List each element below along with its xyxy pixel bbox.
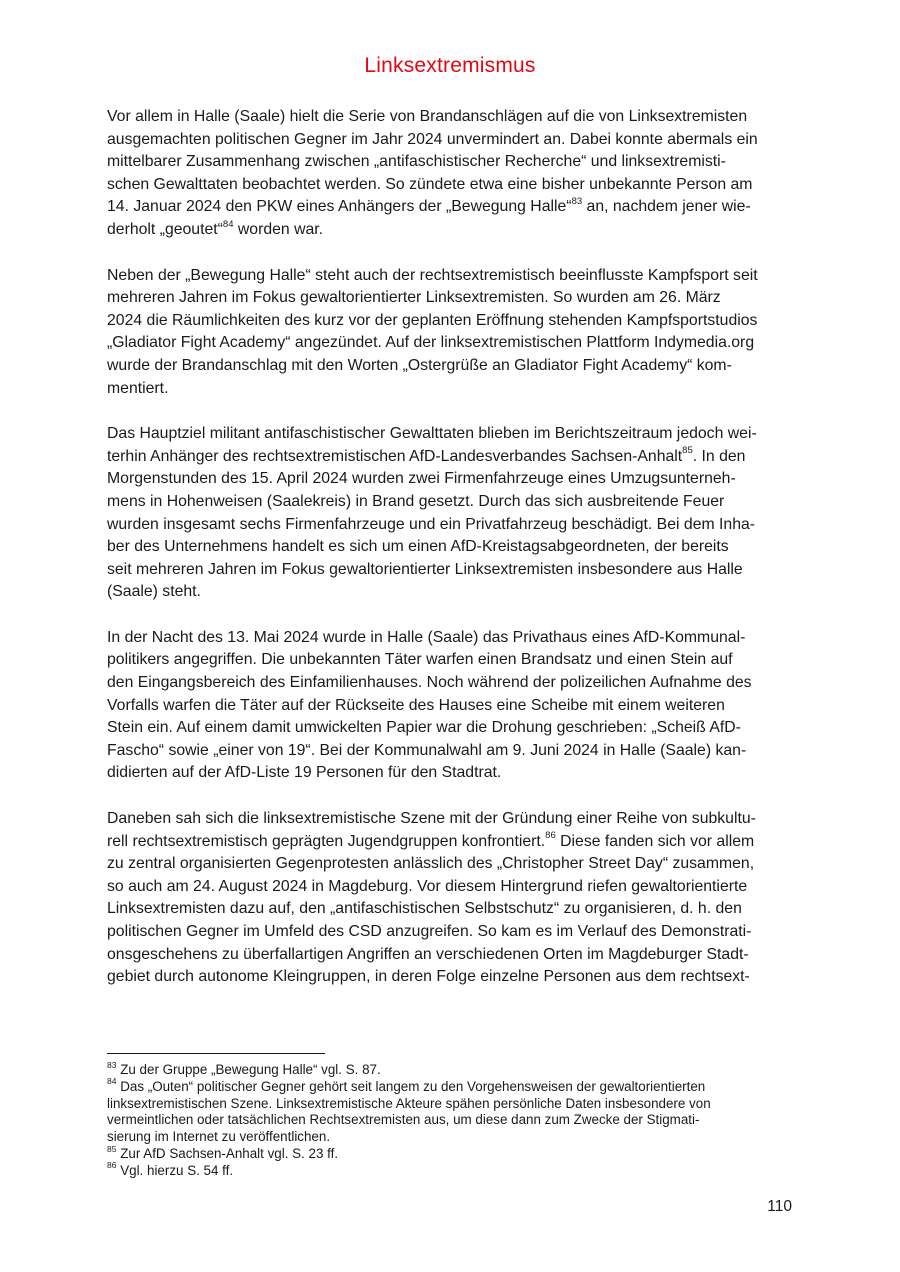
footnote-ref-86[interactable]: 86 — [545, 830, 556, 842]
footnote-text: sierung im Internet zu veröffentlichen. — [107, 1129, 331, 1145]
text-line: schen Gewalttaten beobachtet werden. So zündete etwa eine bisher unbekannte Person am — [107, 175, 753, 193]
text-line: onsgeschehens zu überfallartigen Angriffen an verschiedenen Orten im Magdeburger Stadt- — [107, 945, 749, 963]
text-line: so auch am 24. August 2024 in Magdeburg. Vor diesem Hintergrund riefen gewaltorientierte — [107, 877, 748, 895]
text-line: ausgemachten politischen Gegner im Jahr 2024 unvermindert an. Dabei konnte abermals ein — [107, 130, 758, 148]
text-line: Neben der „Bewegung Halle“ steht auch der rechtsextremistisch beeinflusste Kampfsport seit — [107, 266, 758, 284]
footnote-85 — [107, 1143, 797, 1163]
footnote-ref-85[interactable]: 85 — [682, 445, 693, 457]
text-line: In der Nacht des 13. Mai 2024 wurde in Halle (Saale) das Privathaus eines AfD-Kommunal- — [107, 628, 746, 646]
text-line: mittelbarer Zusammenhang zwischen „antifaschistischer Recherche“ und linksextremisti- — [107, 153, 726, 171]
paragraph-3 — [107, 423, 793, 604]
text-line: worden war. — [233, 220, 324, 238]
text-line: Daneben sah sich die linksextremistische Szene mit der Gründung einer Reihe von subkultu- — [107, 810, 756, 828]
text-line: (Saale) steht. — [107, 583, 201, 601]
text-line: Morgenstunden des 15. April 2024 wurden zwei Firmenfahrzeuge eines Umzugsunterneh- — [107, 470, 736, 488]
text-line: rell rechtsextremistisch geprägten Jugendgruppen konfrontiert. — [107, 832, 546, 850]
footnote-86 — [107, 1160, 797, 1180]
text-line: mens in Hohenweisen (Saalekreis) in Brand gesetzt. Durch das sich ausbreitende Feuer — [107, 492, 725, 510]
text-line: wurde der Brandanschlag mit den Worten „Ostergrüße an Gladiator Fight Academy“ kom- — [107, 356, 732, 374]
footnote-separator — [107, 1053, 325, 1054]
footnote-text: vermeintlichen oder tatsächlichen Rechtsextremisten aus, um diese dann zum Zwecke der Stigmati- — [107, 1112, 700, 1128]
footnote-text: Das „Outen“ politischer Gegner gehört seit langem zu den Vorgehensweisen der gewaltorientierten — [120, 1078, 706, 1094]
text-line: Diese fanden sich vor allem — [555, 832, 755, 850]
footnote-number: 86 — [107, 1160, 117, 1171]
body-text — [107, 106, 793, 1012]
text-line: mehreren Jahren im Fokus gewaltorientierter Linksextremisten. So wurden am 26. März — [107, 289, 721, 307]
footnote-text: Zu der Gruppe „Bewegung Halle“ vgl. S. 87. — [120, 1062, 381, 1077]
text-line: Linksextremisten dazu auf, den „antifaschistischen Selbstschutz“ zu organisieren, d. h. den — [107, 900, 742, 918]
text-line: seit mehreren Jahren im Fokus gewaltorientierter Linksextremisten insbesondere aus Halle — [107, 560, 743, 578]
text-line: terhin Anhänger des rechtsextremistischen AfD-Landesverbandes Sachsen-Anhalt — [107, 447, 683, 465]
text-line: . In den — [692, 447, 746, 465]
paragraph-5 — [107, 808, 793, 989]
page-header-title: Linksextremismus — [364, 54, 536, 77]
text-line: ber des Unternehmens handelt es sich um einen AfD-Kreistagsabgeordneten, der bereits — [107, 538, 729, 556]
footnote-ref-84[interactable]: 84 — [222, 218, 234, 230]
footnote-number: 84 — [107, 1076, 117, 1087]
footnote-text: Vgl. hierzu S. 54 ff. — [120, 1162, 234, 1178]
footnote-text: Zur AfD Sachsen-Anhalt vgl. S. 23 ff. — [120, 1145, 339, 1161]
text-line: den Eingangsbereich des Einfamilienhauses. Noch während der polizeilichen Aufnahme des — [107, 674, 752, 692]
footnote-text: linksextremistischen Szene. Linksextremistische Akteure spähen persönliche Daten insbesondere von — [107, 1095, 711, 1111]
footnote-number: 83 — [107, 1059, 117, 1070]
footnote-ref-83[interactable]: 83 — [571, 196, 583, 208]
text-line: zu zentral organisierten Gegenprotesten anlässlich des „Christopher Street Day“ zusammen, — [107, 855, 755, 873]
text-line: wurden insgesamt sechs Firmenfahrzeuge und ein Privatfahrzeug beschädigt. Bei dem Inha- — [107, 515, 756, 533]
text-line: Das Hauptziel militant antifaschistischer Gewalttaten blieben im Berichtszeitraum jedoch wei- — [107, 425, 757, 443]
text-line: „Gladiator Fight Academy“ angezündet. Auf der linksextremistischen Plattform Indymedia.org — [107, 334, 755, 352]
footnotes — [107, 1059, 797, 1180]
paragraph-2 — [107, 265, 793, 401]
text-line: politikers angegriffen. Die unbekannten Täter warfen einen Brandsatz und einen Stein auf — [107, 651, 733, 669]
text-line: Vorfalls warfen die Täter auf der Rückseite des Hauses eine Scheibe mit einem weiteren — [107, 696, 725, 714]
text-line: 14. Januar 2024 den PKW eines Anhängers der „Bewegung Halle“ — [107, 198, 572, 216]
text-line: derholt „geoutet“ — [107, 220, 223, 238]
paragraph-1 — [107, 106, 793, 242]
text-line: Vor allem in Halle (Saale) hielt die Serie von Brandanschlägen auf die von Linksextremisten — [107, 108, 748, 125]
footnote-84 — [107, 1076, 797, 1146]
text-line: an, nachdem jener wie- — [582, 198, 751, 216]
text-line: Stein ein. Auf einem damit umwickelten Papier war die Drohung geschrieben: „Scheiß AfD- — [107, 719, 741, 737]
text-line: gebiet durch autonome Kleingruppen, in deren Folge einzelne Personen aus dem rechtsext- — [107, 968, 750, 986]
footnote-number: 85 — [107, 1143, 117, 1154]
text-line: didierten auf der AfD-Liste 19 Personen für den Stadtrat. — [107, 764, 502, 782]
page-number: 110 — [767, 1198, 792, 1215]
text-line: Fascho“ sowie „einer von 19“. Bei der Kommunalwahl am 9. Juni 2024 in Halle (Saale) kan- — [107, 741, 747, 759]
text-line: 2024 die Räumlichkeiten des kurz vor der geplanten Eröffnung stehenden Kampfsportstudios — [107, 311, 758, 329]
footnote-83 — [107, 1059, 797, 1079]
text-line: politischen Gegner im Umfeld des CSD anzugreifen. So kam es im Verlauf des Demonstrati- — [107, 923, 752, 940]
paragraph-4 — [107, 627, 793, 785]
text-line: mentiert. — [107, 379, 169, 397]
